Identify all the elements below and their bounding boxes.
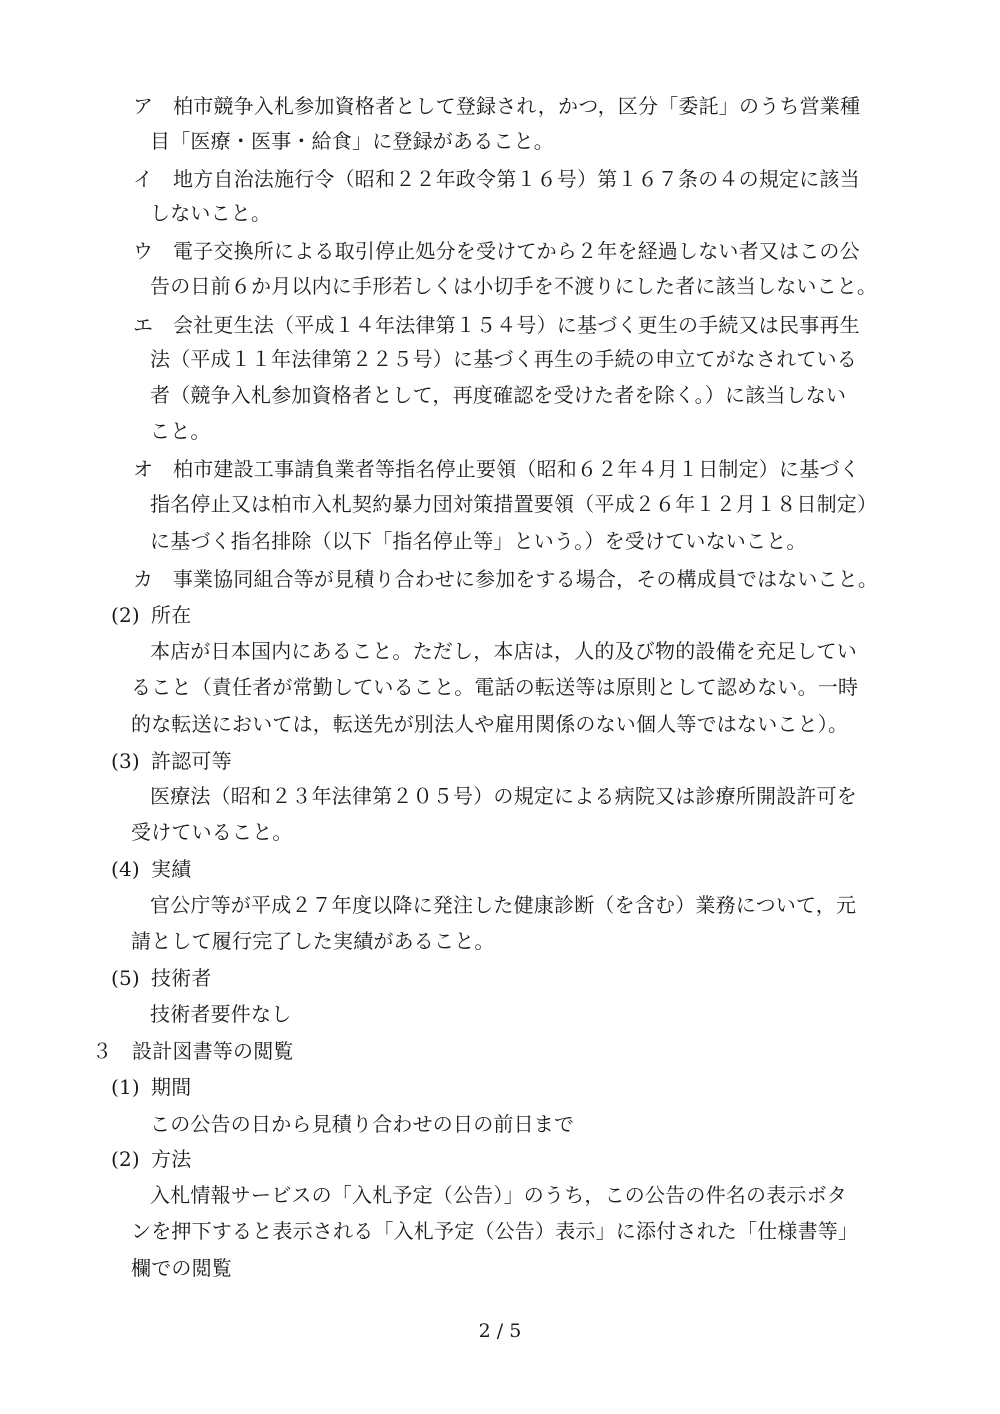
item-e-marker: エ xyxy=(133,313,154,337)
item-o-text-1: 柏市建設工事請負業者等指名停止要領（昭和６２年４月１日制定）に基づく xyxy=(173,457,860,481)
item-e-line-1 xyxy=(133,311,860,339)
section-3-sub-2-line-1: 入札情報サービスの「入札予定（公告）」のうち，この公告の件名の表示ボタ xyxy=(150,1183,847,1207)
subsection-5-title: 技術者 xyxy=(151,966,212,990)
section-3-sub-2-line-2: ンを押下すると表示される「入札予定（公告）表示」に添付された「仕様書等」 xyxy=(131,1219,859,1243)
subsection-2-number: (2) xyxy=(111,603,140,627)
subsection-3-number: (3) xyxy=(111,749,140,773)
subsection-3-title: 許認可等 xyxy=(151,749,232,773)
item-u-marker: ウ xyxy=(133,239,154,263)
subsection-5-line-1: 技術者要件なし xyxy=(150,1002,292,1026)
section-3-sub-2-title: 方法 xyxy=(151,1147,192,1171)
subsection-3-line-1: 医療法（昭和２３年法律第２０５号）の規定による病院又は診療所開設許可を xyxy=(150,784,857,808)
item-i-line-1 xyxy=(133,165,860,193)
subsection-2-title: 所在 xyxy=(151,603,192,627)
subsection-2-line-3: 的な転送においては，転送先が別法人や雇用関係のない個人等ではないこと）。 xyxy=(131,712,849,736)
subsection-4-line-1: 官公庁等が平成２７年度以降に発注した健康診断（を含む）業務について，元 xyxy=(150,893,857,917)
subsection-3-heading xyxy=(111,747,232,775)
section-3-sub-1-heading xyxy=(111,1073,191,1101)
item-i-marker: イ xyxy=(133,167,154,191)
subsection-4-number: (4) xyxy=(111,857,140,881)
item-a-marker: ア xyxy=(133,94,154,118)
item-e-text-1: 会社更生法（平成１４年法律第１５４号）に基づく更生の手続又は民事再生 xyxy=(173,313,860,337)
item-e-line-2: 法（平成１１年法律第２２５号）に基づく再生の手続の申立てがなされている xyxy=(150,347,857,371)
page-number: 2 / 5 xyxy=(478,1320,522,1342)
subsection-2-line-1: 本店が日本国内にあること。ただし，本店は，人的及び物的設備を充足してい xyxy=(150,639,857,663)
item-i-line-2: しないこと。 xyxy=(150,201,272,225)
subsection-3-line-2: 受けていること。 xyxy=(131,820,293,844)
item-a-line-2: 目「医療・医事・給食」に登録があること。 xyxy=(150,129,554,153)
subsection-4-title: 実績 xyxy=(151,857,192,881)
section-3-sub-2-number: (2) xyxy=(111,1147,140,1171)
subsection-2-line-2: ること（責任者が常勤していること。電話の転送等は原則として認めない。一時 xyxy=(131,675,859,699)
item-i-text-1: 地方自治法施行令（昭和２２年政令第１６号）第１６７条の４の規定に該当 xyxy=(173,167,860,191)
item-u-line-1 xyxy=(133,237,860,265)
subsection-4-line-2: 請として履行完了した実績があること。 xyxy=(131,929,495,953)
subsection-4-heading xyxy=(111,855,191,883)
section-3-sub-2-line-3: 欄での閲覧 xyxy=(131,1256,232,1280)
item-o-line-3: に基づく指名排除（以下「指名停止等」という。）を受けていないこと。 xyxy=(150,529,807,553)
section-3-number: ３ xyxy=(92,1039,113,1063)
section-3-sub-1-number: (1) xyxy=(111,1075,140,1099)
item-o-marker: オ xyxy=(133,457,154,481)
subsection-2-heading xyxy=(111,601,191,629)
item-o-line-2: 指名停止又は柏市入札契約暴力団対策措置要領（平成２６年１２月１８日制定） xyxy=(150,492,878,516)
item-e-line-3: 者（競争入札参加資格者として，再度確認を受けた者を除く。）に該当しない xyxy=(150,383,847,407)
section-3-heading xyxy=(92,1037,294,1065)
section-3-title: 設計図書等の閲覧 xyxy=(132,1039,294,1063)
item-u-line-2: 告の日前６か月以内に手形若しくは小切手を不渡りにした者に該当しないこと。 xyxy=(150,274,878,298)
section-3-sub-1-title: 期間 xyxy=(151,1075,192,1099)
item-ka-marker: カ xyxy=(133,567,154,591)
item-e-line-4: こと。 xyxy=(150,419,211,443)
item-u-text-1: 電子交換所による取引停止処分を受けてから２年を経過しない者又はこの公 xyxy=(173,239,860,263)
section-3-sub-1-line-1: この公告の日から見積り合わせの日の前日まで xyxy=(150,1112,575,1136)
subsection-5-number: (5) xyxy=(111,966,140,990)
item-ka-text-1: 事業協同組合等が見積り合わせに参加をする場合，その構成員ではないこと。 xyxy=(172,567,878,591)
subsection-5-heading xyxy=(111,964,212,992)
section-3-sub-2-heading xyxy=(111,1145,191,1173)
item-o-line-1 xyxy=(133,455,860,483)
item-a-line-1 xyxy=(133,92,860,120)
item-a-text-1: 柏市競争入札参加資格者として登録され，かつ，区分「委託」のうち営業種 xyxy=(173,94,861,118)
item-ka-line-1 xyxy=(133,565,878,593)
